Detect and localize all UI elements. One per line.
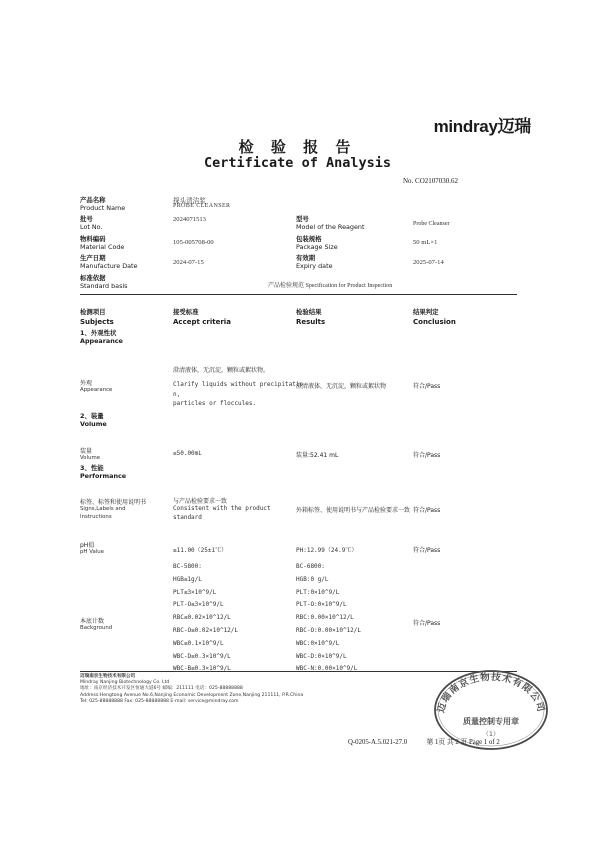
signs-sub-en-2: Instructions xyxy=(80,514,112,520)
bg-criteria-item: HGB≤1g/L xyxy=(173,575,202,583)
col-conclusion-cn: 结果判定 xyxy=(413,308,439,316)
col-subjects-cn: 检测项目 xyxy=(80,308,106,316)
signs-sub-en-1: Signs,Labels and xyxy=(80,506,126,512)
background-sub-en: Background xyxy=(80,625,113,631)
footer-line: Tel: 025-88888888 Fax: 025-88888888 E-mail: service@mindray.com xyxy=(80,698,239,704)
mfg-date-label-en: Manufacture Date xyxy=(80,262,138,270)
section-performance-en: Performance xyxy=(80,472,127,480)
product-name-value-en: PROBE CLEANSER xyxy=(173,203,231,209)
section-appearance-cn: 1、外观性状 xyxy=(80,329,117,337)
bg-result-item: RBC:0.00×10^12/L xyxy=(296,614,354,622)
bg-result-item: PLT:0×10^9/L xyxy=(296,588,340,596)
standard-basis-label-en: Standard basis xyxy=(80,282,128,290)
stamp-qc-text: 质量控制专用章 xyxy=(463,717,519,726)
section-volume-en: Volume xyxy=(80,420,107,428)
background-conclusion: 符合/Pass xyxy=(413,620,441,627)
signs-criteria-en-1: Consistent with the product xyxy=(173,505,271,512)
signs-sub-cn: 标签、标签和使用说明书 xyxy=(80,499,147,506)
bg-result-item: WBC-N:0.00×10^9/L xyxy=(296,665,358,673)
package-label-cn: 包装规格 xyxy=(296,235,322,243)
bg-result-item: HGB:0 g/L xyxy=(296,575,329,583)
col-conclusion-en: Conclusion xyxy=(413,318,456,326)
ph-criteria: ≥11.00（25±1℃） xyxy=(173,547,228,554)
signs-criteria-cn: 与产品检验要求一致 xyxy=(173,498,228,505)
lot-label-en: Lot No. xyxy=(80,223,103,231)
footer-line: 地址：南京经济技术开发区恒通大道6号 邮编：211111 电话：025-88888888 xyxy=(80,686,243,692)
appearance-criteria-en-1: Clarify liquids without precipitatio xyxy=(173,381,304,388)
section-volume-cn: 2、装量 xyxy=(80,412,104,420)
volume-sub-en: Volume xyxy=(80,455,101,461)
section-appearance-en: Appearance xyxy=(80,337,123,345)
background-results-list xyxy=(296,563,361,678)
product-name-value-cn: 探头清洁浆 xyxy=(173,198,206,205)
volume-conclusion: 符合/Pass xyxy=(413,452,441,459)
signs-criteria-en-2: standard xyxy=(173,514,202,521)
page-info-row xyxy=(348,736,500,746)
company-footer xyxy=(80,674,303,705)
appearance-criteria-cn: 澄清液体，无沉淀，颗粒或絮状物。 xyxy=(173,367,270,374)
col-results-en: Results xyxy=(296,318,326,326)
material-label-en: Material Code xyxy=(80,243,125,251)
material-value: 105-005708-00 xyxy=(173,239,214,246)
bg-criteria-item: WBC-D≤0.3×10^9/L xyxy=(173,652,231,660)
stamp-company-text: 迈瑞南京生物技术有限公司 xyxy=(435,671,547,714)
bg-criteria-item: BC-5800: xyxy=(173,563,202,570)
product-name-label-en: Product Name xyxy=(80,204,126,212)
expiry-label-en: Expiry date xyxy=(296,262,333,270)
bg-criteria-item: PLT-O≤3×10^9/L xyxy=(173,601,224,609)
col-criteria-cn: 接受标准 xyxy=(173,308,199,316)
bg-criteria-item: PLT≤3×10^9/L xyxy=(173,588,217,596)
bg-result-item: WBC-D:0×10^9/L xyxy=(296,652,347,660)
footer-line: Mindray Nanjing Biotechnology Co. Ltd xyxy=(80,680,170,686)
volume-result: 装量:52.41 mL xyxy=(296,452,339,459)
divider-top xyxy=(80,294,517,295)
model-value: Probe Cleanser xyxy=(413,221,450,227)
expiry-value: 2025-07-14 xyxy=(413,259,444,266)
bg-result-item: BC-6800: xyxy=(296,563,325,570)
title-chinese: 检 验 报 告 xyxy=(238,138,357,156)
background-sub-cn: 本底计数 xyxy=(80,618,105,625)
document-number: No. CO2107030.62 xyxy=(403,177,459,185)
signs-conclusion: 符合/Pass xyxy=(413,507,441,514)
stamp-number-text: （1） xyxy=(482,730,500,738)
appearance-conclusion: 符合/Pass xyxy=(413,383,441,390)
volume-sub-cn: 装量 xyxy=(80,448,93,455)
mfg-date-value: 2024-07-15 xyxy=(173,259,204,266)
lot-value: 2024071513 xyxy=(173,216,206,223)
bg-criteria-item: RBC-O≤0.02×10^12/L xyxy=(173,626,239,634)
product-name-label-cn: 产品名称 xyxy=(80,196,106,204)
volume-criteria: ≥50.00mL xyxy=(173,450,202,457)
appearance-criteria-en-2: n, xyxy=(173,391,181,398)
appearance-result: 澄清液体，无沉淀，颗粒或絮状物 xyxy=(296,383,387,390)
mindray-logo: mindray迈瑞 xyxy=(433,117,531,136)
model-label-cn: 型号 xyxy=(296,215,309,223)
package-label-en: Package Size xyxy=(296,243,338,251)
bg-criteria-item: WBC-B≤0.3×10^9/L xyxy=(173,665,231,673)
appearance-sub-en: Appearance xyxy=(80,387,113,393)
standard-basis-value: 产品检验规范 Specification for Product Inspection xyxy=(268,283,393,289)
ph-conclusion: 符合/Pass xyxy=(413,547,441,554)
package-value: 50 mL×1 xyxy=(413,239,438,246)
background-criteria-list xyxy=(173,563,238,678)
col-results-cn: 检验结果 xyxy=(296,308,322,316)
material-label-cn: 物料编码 xyxy=(80,235,106,243)
lot-label-cn: 批号 xyxy=(80,215,93,223)
signs-result: 外箱标签、使用说明书与产品检验要求一致 xyxy=(296,507,411,514)
ph-sub-cn: pH值 xyxy=(80,542,95,549)
model-label-en: Model of the Reagent xyxy=(296,223,365,231)
appearance-sub-cn: 外观 xyxy=(80,380,93,387)
standard-basis-label-cn: 标准依据 xyxy=(80,274,106,282)
col-subjects-en: Subjects xyxy=(80,318,114,326)
page-number: 第 1页 共 2 页 Page 1 of 2 xyxy=(426,739,500,746)
col-criteria-en: Accept criteria xyxy=(173,318,231,326)
bg-result-item: WBC:0×10^9/L xyxy=(296,639,340,647)
title-english: Certificate of Analysis xyxy=(204,155,391,171)
bg-criteria-item: RBC≤0.02×10^12/L xyxy=(173,614,231,622)
ph-sub-en: pH Value xyxy=(80,549,104,555)
section-performance-cn: 3、性能 xyxy=(80,464,104,472)
mfg-date-label-cn: 生产日期 xyxy=(80,254,106,262)
bg-result-item: PLT-O:0×10^9/L xyxy=(296,601,347,609)
bg-criteria-item: WBC≤0.1×10^9/L xyxy=(173,639,224,647)
footer-line: 迈瑞南京生物技术有限公司 xyxy=(80,674,136,679)
document-code: Q-0205-A.5.021-27.0 xyxy=(348,739,408,746)
expiry-label-cn: 有效期 xyxy=(296,254,316,262)
bg-result-item: RBC-O:0.00×10^12/L xyxy=(296,626,362,634)
ph-result: PH:12.99（24.9℃） xyxy=(296,547,358,554)
footer-line: Address:Hengtong Avenue No.6,Nanjing Economic Development Zone,Nanjing 211111, P.R.China xyxy=(80,692,304,698)
appearance-criteria-en-3: particles or floccules. xyxy=(173,400,257,407)
